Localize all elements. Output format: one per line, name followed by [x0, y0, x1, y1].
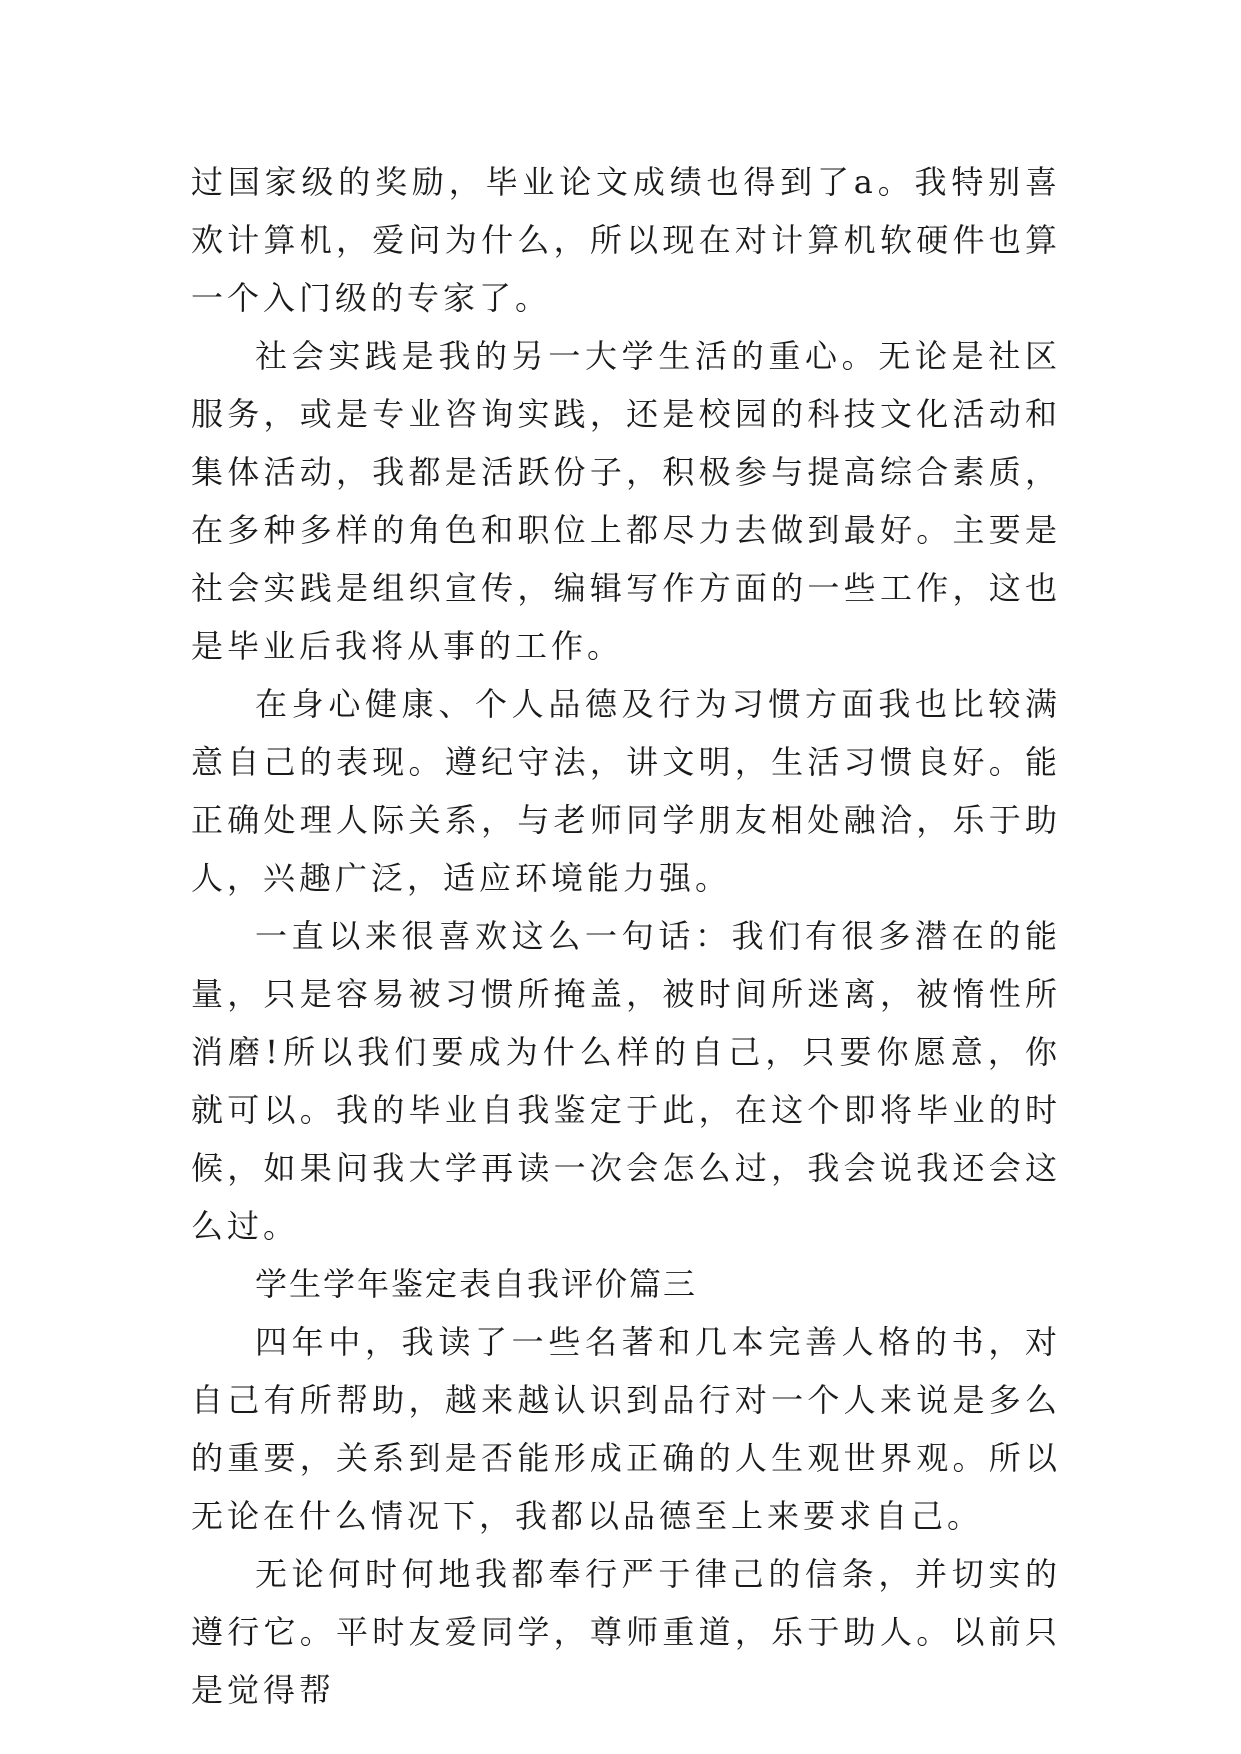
paragraph-conclusion: 一直以来很喜欢这么一句话：我们有很多潜在的能量，只是容易被习惯所掩盖，被时间所迷离，被惰性所消磨!所以我们要成为什么样的自己，只要你愿意，你就可以。我的毕业自我鉴定于此，在这个即将毕业的时候，如果问我大学再读一次会怎么过，我会说我还会这么过。	[191, 917, 1061, 1245]
section-heading: 学生学年鉴定表自我评价篇三	[255, 1265, 698, 1303]
document-body	[191, 153, 1061, 1719]
paragraph-health-character: 在身心健康、个人品德及行为习惯方面我也比较满意自己的表现。遵纪守法，讲文明，生活习惯良好。能正确处理人际关系，与老师同学朋友相处融洽，乐于助人，兴趣广泛，适应环境能力强。	[191, 685, 1061, 897]
paragraph-continued: 过国家级的奖励，毕业论文成绩也得到了a。我特别喜欢计算机，爱问为什么，所以现在对计算机软硬件也算一个入门级的专家了。	[191, 163, 1061, 317]
paragraph-reading: 四年中，我读了一些名著和几本完善人格的书，对自己有所帮助，越来越认识到品行对一个人来说是多么的重要，关系到是否能形成正确的人生观世界观。所以无论在什么情况下，我都以品德至上来要求自己。	[191, 1323, 1061, 1535]
paragraph-social-practice: 社会实践是我的另一大学生活的重心。无论是社区服务，或是专业咨询实践，还是校园的科技文化活动和集体活动，我都是活跃份子，积极参与提高综合素质，在多种多样的角色和职位上都尽力去做到最好。主要是社会实践是组织宣传，编辑写作方面的一些工作，这也是毕业后我将从事的工作。	[191, 337, 1061, 665]
paragraph-self-discipline: 无论何时何地我都奉行严于律己的信条，并切实的遵行它。平时友爱同学，尊师重道，乐于助人。以前只是觉得帮	[191, 1555, 1061, 1709]
